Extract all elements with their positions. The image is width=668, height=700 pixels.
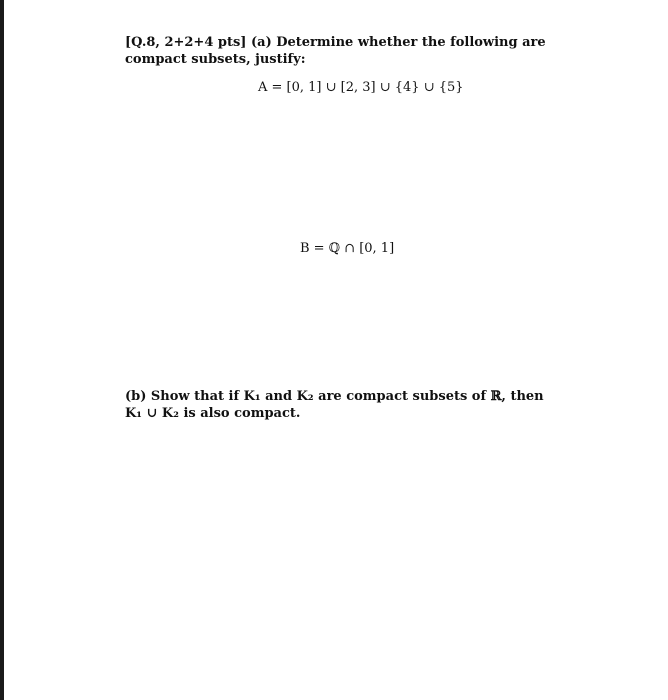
set-a-expression: A = [0, 1] ∪ [2, 3] ∪ {4} ∪ {5} <box>258 80 464 95</box>
question-8-part-a-prompt: [Q.8, 2+2+4 pts] (a) Determine whether the following are compact subsets, justify: <box>125 35 546 67</box>
page-left-border <box>0 0 4 700</box>
question-8-part-b-prompt: (b) Show that if K₁ and K₂ are compact subsets of ℝ, then K₁ ∪ K₂ is also compact. <box>125 389 544 421</box>
set-b-expression: B = ℚ ∩ [0, 1] <box>300 241 395 256</box>
